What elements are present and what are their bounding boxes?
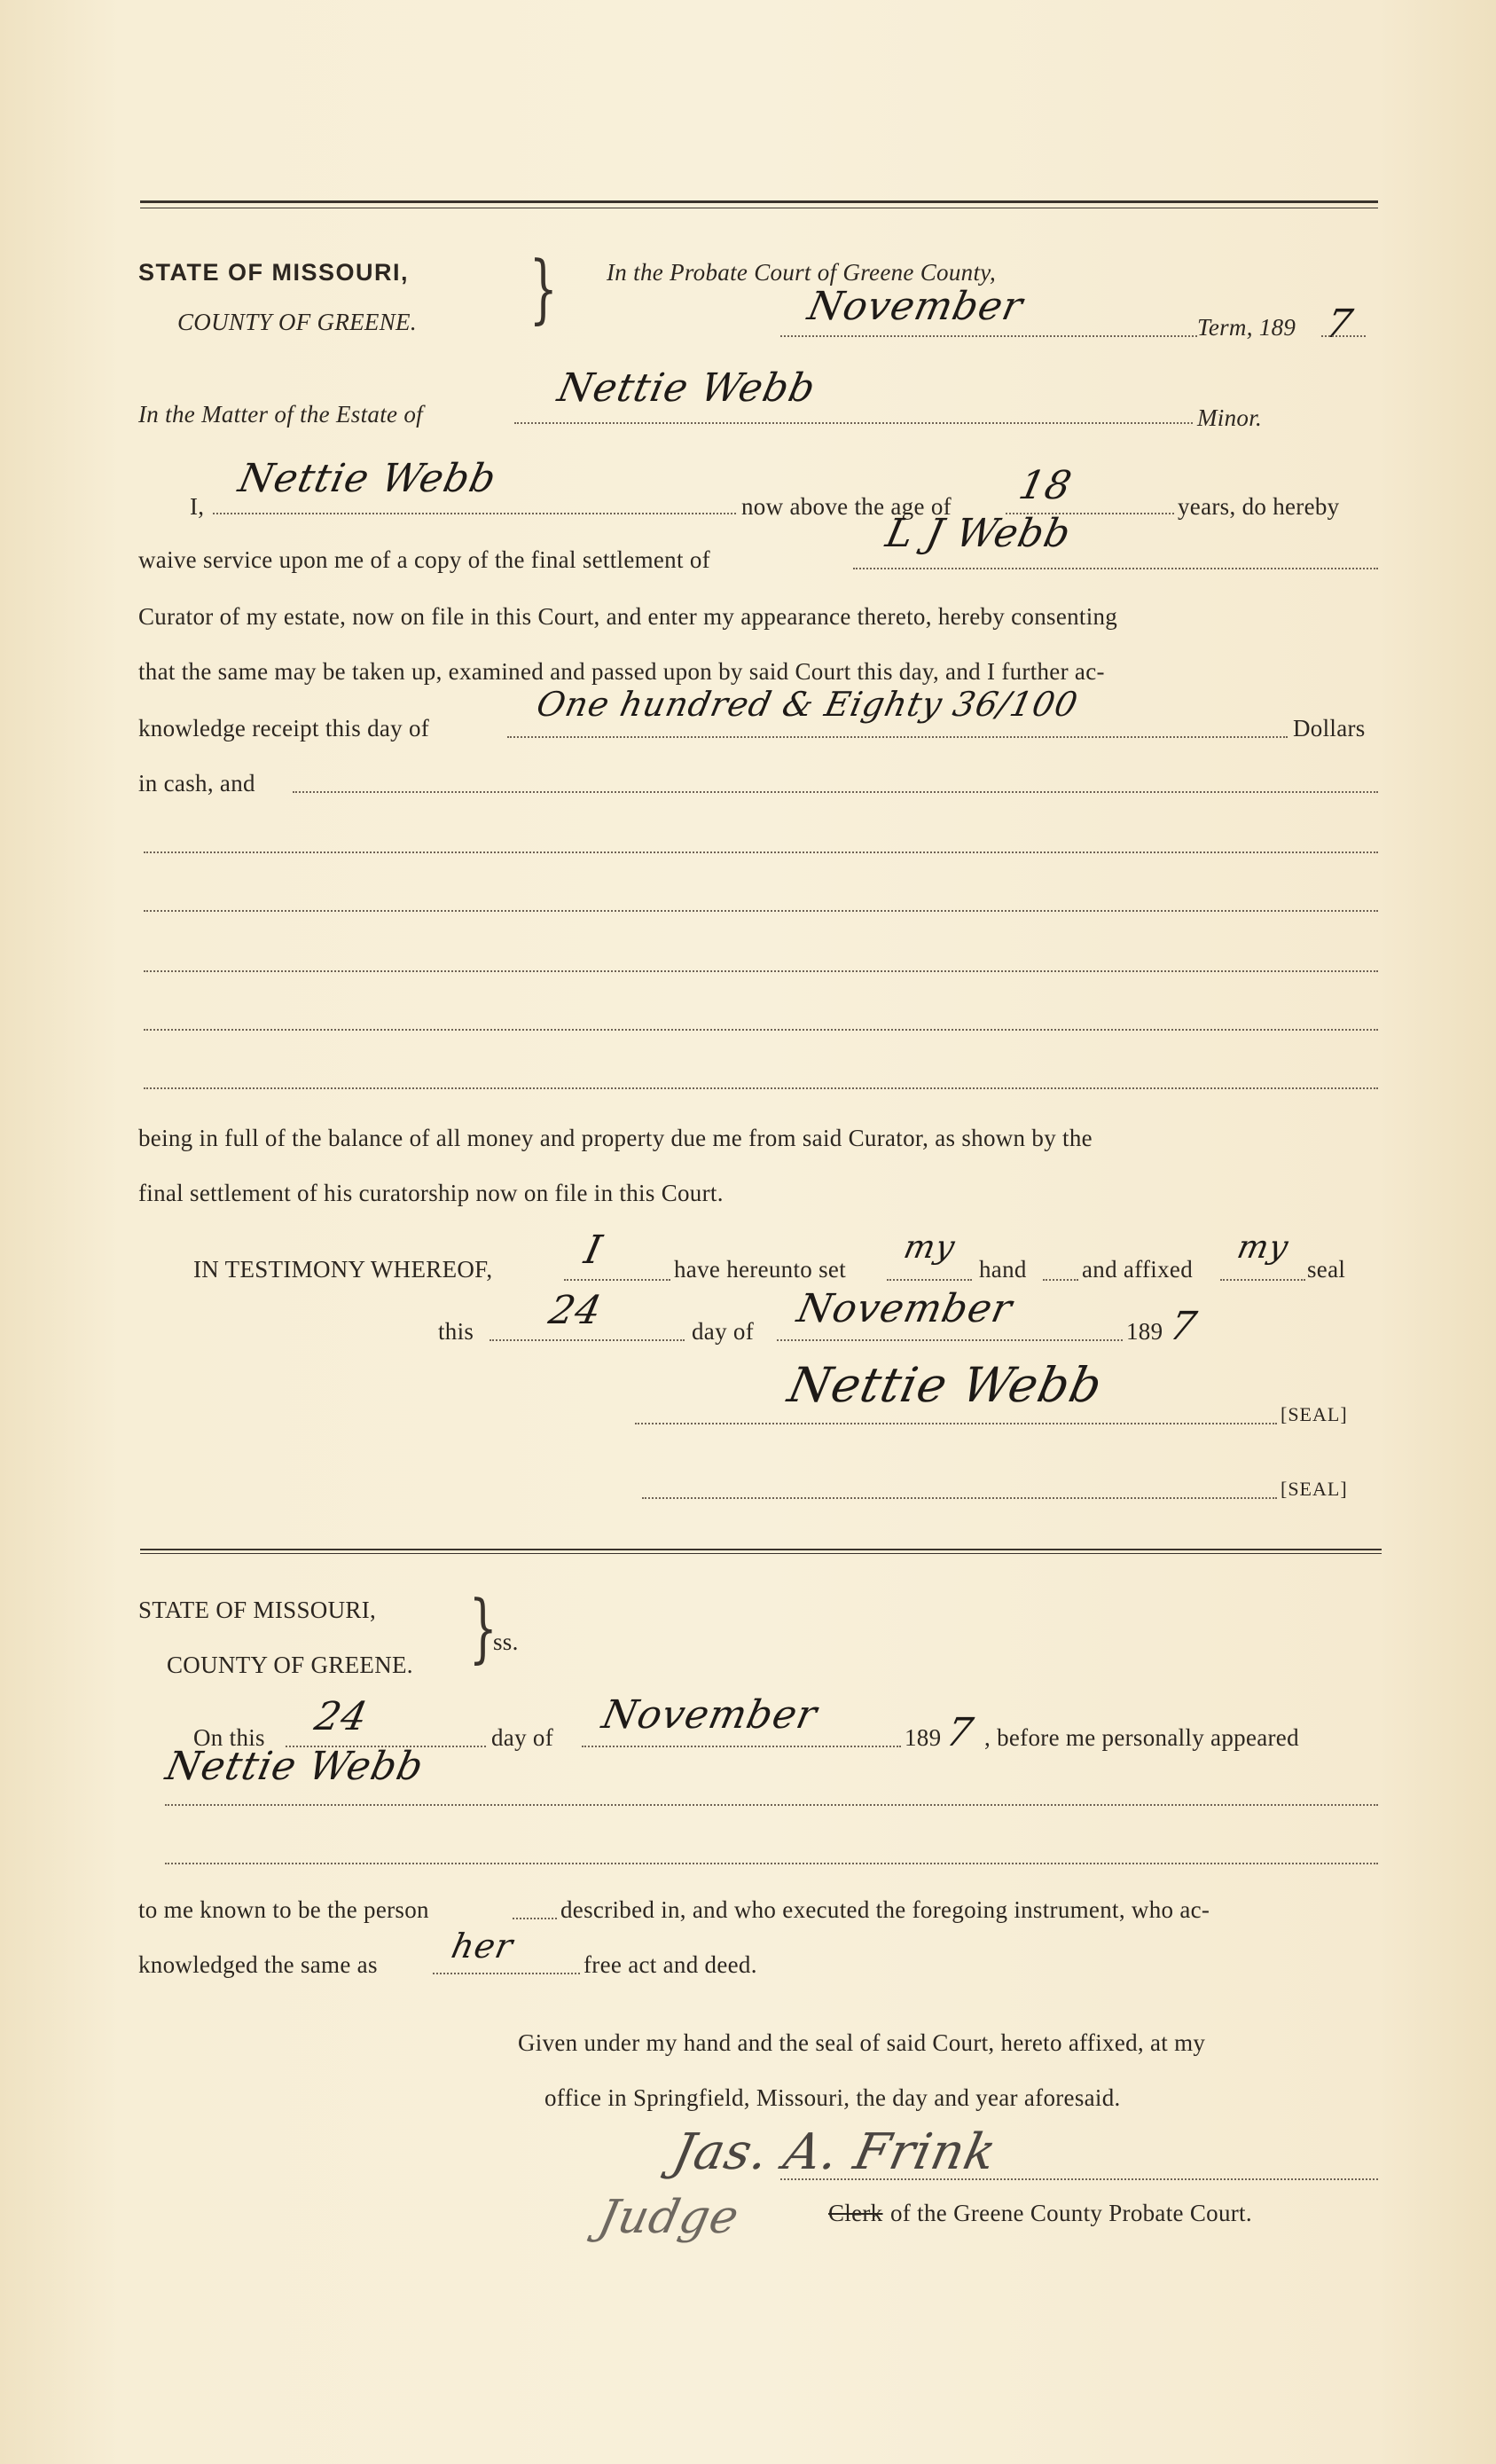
cash-line-4 [144, 970, 1378, 972]
known-label: to me known to be the person [138, 1896, 429, 1923]
free-act-label: free act and deed. [584, 1951, 757, 1978]
cash-line-1 [293, 791, 1378, 793]
seal-tag-1: [SEAL] [1281, 1403, 1348, 1425]
cash-line-6 [144, 1087, 1378, 1089]
waiver-line8: final settlement of his curatorship now on file in this Court. [138, 1180, 724, 1206]
ack-name-handwritten: Nettie Webb [161, 1744, 428, 1789]
testimony-year-prefix: 189 [1126, 1318, 1163, 1345]
clerk-rest-label: of the Greene County Probate Court. [890, 2200, 1252, 2226]
age-handwritten: 18 [1014, 463, 1077, 508]
signature-line-2 [642, 1497, 1277, 1499]
ack-county-heading: COUNTY OF GREENE. [167, 1652, 413, 1678]
my-line [887, 1279, 972, 1281]
amount-handwritten: One hundred & Eighty 36/100 [533, 685, 1082, 724]
curator-handwritten: L J Webb [881, 511, 1076, 556]
testimony-month-handwritten: November [793, 1286, 1017, 1331]
minor-label: Minor. [1197, 404, 1263, 431]
term-year-handwritten: 7 [1321, 302, 1358, 347]
ack-month-line [582, 1746, 901, 1747]
ack-line-label: knowledged the same as [138, 1951, 378, 1978]
waiver-line6: in cash, and [138, 770, 255, 796]
matter-line [514, 422, 1193, 424]
middle-rule [140, 1549, 1382, 1554]
ack-day-handwritten: 24 [310, 1694, 372, 1739]
testimony-i-handwritten: I [580, 1228, 607, 1273]
her-handwritten: her [448, 1926, 517, 1966]
years-label: years, do hereby [1178, 493, 1340, 520]
waiver-line2: waive service upon me of a copy of the final settlement of [138, 546, 710, 573]
testimony-i-line [564, 1279, 670, 1281]
clerk-signature-handwritten: Jas. A. Frink [668, 2123, 1002, 2181]
waiver-i: I, [190, 493, 205, 520]
dollars-label: Dollars [1293, 715, 1366, 742]
waiver-line5: knowledge receipt this day of [138, 715, 430, 742]
ack-day-of: day of [491, 1724, 554, 1751]
state-heading: STATE OF MISSOURI, [138, 259, 410, 286]
this-label: this [438, 1318, 474, 1345]
cash-line-2 [144, 851, 1378, 853]
her-line [433, 1973, 580, 1974]
waiver-line4: that the same may be taken up, examined and passed upon by said Court this day, and I further ac- [138, 658, 1105, 685]
cash-line-5 [144, 1029, 1378, 1031]
court-heading: In the Probate Court of Greene County, [607, 259, 997, 286]
ack-month-handwritten: November [598, 1692, 822, 1738]
affixed-label: and affixed [1082, 1256, 1193, 1283]
term-line [780, 335, 1197, 337]
appeared-label: , before me personally appeared [984, 1724, 1299, 1751]
waiver-line3: Curator of my estate, now on file in this Court, and enter my appearance thereto, hereby consenting [138, 603, 1118, 630]
curator-line [853, 568, 1378, 569]
signature-line-1 [635, 1423, 1277, 1424]
hand-affixed-gap [1043, 1279, 1078, 1281]
given-label: Given under my hand and the seal of said Court, hereto affixed, at my [518, 2029, 1206, 2056]
ack-year-handwritten: 7 [942, 1710, 978, 1755]
matter-label: In the Matter of the Estate of [138, 401, 423, 428]
testimony-year-handwritten: 7 [1165, 1304, 1202, 1349]
ack-name-line [165, 1804, 1378, 1806]
county-heading: COUNTY OF GREENE. [177, 309, 417, 335]
person-gap-line [513, 1918, 557, 1919]
ack-state-heading: STATE OF MISSOURI, [138, 1597, 377, 1623]
top-rule [140, 200, 1378, 203]
header-brace: } [529, 245, 558, 332]
my2-line [1220, 1279, 1305, 1281]
waiver-name-handwritten: Nettie Webb [234, 456, 501, 501]
waiver-name-line [213, 513, 736, 514]
age-label: now above the age of [741, 493, 952, 520]
term-month-handwritten: November [803, 284, 1028, 329]
amount-line [507, 736, 1288, 738]
my2-handwritten: my [1234, 1229, 1292, 1266]
office-label: office in Springfield, Missouri, the day and year aforesaid. [544, 2084, 1121, 2111]
clerk-struck: Clerk [828, 2200, 883, 2226]
seal-label: seal [1307, 1256, 1346, 1283]
ack-brace: } [468, 1584, 497, 1671]
term-year-line [1321, 335, 1366, 337]
cash-line-3 [144, 910, 1378, 912]
waiver-line7: being in full of the balance of all money and property due me from said Curator, as shown by the [138, 1125, 1093, 1151]
my-handwritten: my [900, 1229, 959, 1266]
testimony-day-of: day of [692, 1318, 755, 1345]
seal-tag-2: [SEAL] [1281, 1478, 1348, 1500]
testimony-label: IN TESTIMONY WHEREOF, [193, 1256, 493, 1283]
hand-label: hand [979, 1256, 1027, 1283]
ack-year-prefix: 189 [905, 1724, 942, 1751]
on-this-label: On this [193, 1724, 265, 1751]
ss-label: ss. [493, 1628, 519, 1655]
described-label: described in, and who executed the foregoing instrument, who ac- [560, 1896, 1210, 1923]
testimony-day-line [490, 1339, 685, 1341]
testimony-signature-handwritten: Nettie Webb [783, 1357, 1108, 1413]
have-set-label: have hereunto set [674, 1256, 847, 1283]
term-label: Term, 189 [1197, 314, 1296, 341]
ack-blank-line [165, 1863, 1378, 1864]
testimony-month-line [777, 1339, 1123, 1341]
matter-name-handwritten: Nettie Webb [553, 365, 820, 411]
testimony-day-handwritten: 24 [544, 1288, 607, 1333]
judge-handwritten: Judge [593, 2191, 745, 2244]
